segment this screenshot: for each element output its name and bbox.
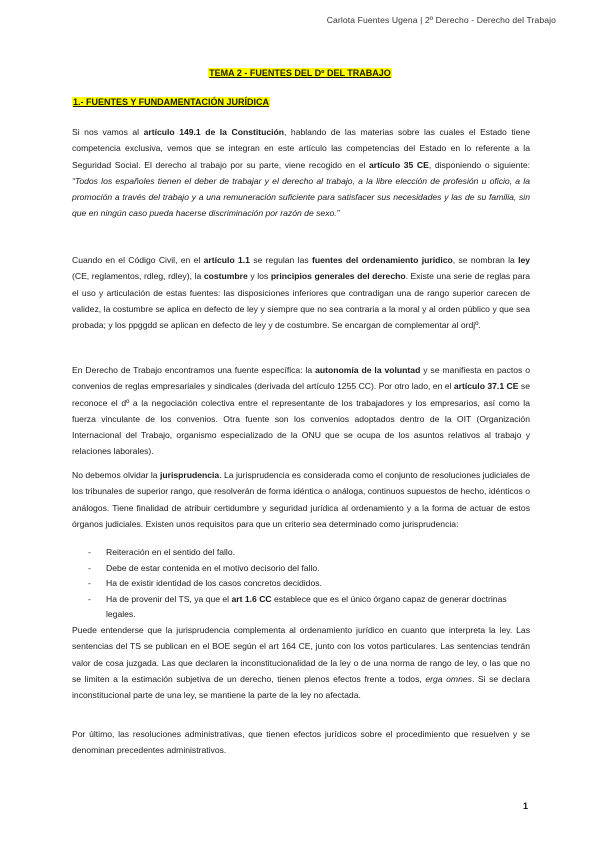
text-run: Si nos vamos al — [72, 127, 144, 137]
bold-run: art 1.6 CC — [231, 593, 272, 604]
bold-run: costumbre — [203, 271, 248, 282]
text-run: No debemos olvidar la — [72, 470, 160, 480]
text-run: . La jurisprudencia es considerada como el conjunto de resoluciones judiciales de los tribunales de superior rango, que resolverán de forma idéntica o análoga, continuos supuestos de hecho, idénticos o análogos. Tiene finalidad de atribuir certidumbre y seguridad jurídica al ordenamiento y a la forma de actuar de estos órganos judiciales. Existen unos requisitos para que un criterio sea determinado como jurisprudencia: — [72, 470, 530, 529]
page-header: Carlota Fuentes Ugena | 2º Derecho - Derecho del Trabajo — [326, 15, 556, 25]
text-run: En Derecho de Trabajo encontramos una fuente específica: la — [72, 365, 316, 375]
section-heading — [72, 97, 270, 107]
paragraph-resoluciones — [72, 726, 530, 759]
paragraph-jurisprudencia — [72, 467, 530, 532]
list-item-text: Ha de provenir del TS, ya que el — [106, 593, 232, 604]
list-item-text: Debe de estar contenida en el motivo decisorio del fallo. — [106, 562, 320, 573]
text-run: , se nombran la — [452, 255, 519, 265]
text-run: (CE, reglamentos, rdleg, rdley), la — [72, 271, 204, 282]
list-dash: - — [88, 593, 91, 604]
text-run: . Si se declara inconstitucional parte de una ley, se mantiene la parte de la ley no afectada. — [72, 673, 530, 701]
text-run: se reconoce el dº a la negociación colectiva entre el representante de los trabajadores y los empresarios, así como la fuerza vinculante de los convenios. Otra fuente son los convenios adoptados dentro de la OIT (Organización Internacional del Trabajo, organismo especializado de la ONU que se ocupa de los asuntos relativos al trabajo y relaciones laborales). — [72, 381, 530, 457]
list-item-text: Ha de existir identidad de los casos concretos decididos. — [106, 578, 322, 588]
paragraph-autonomia — [72, 362, 530, 460]
requirements-list — [72, 545, 530, 623]
text-run: Por último, las resoluciones administrativas, que tienen efectos jurídicos sobre el procedimiento que resuelven y se denominan precedentes administrativos. — [72, 729, 530, 756]
bold-run: autonomía de la voluntad — [315, 365, 421, 375]
list-dash: - — [88, 562, 91, 573]
quote-run: “Todos los españoles tienen el deber de trabajar y el derecho al trabajo, a la libre elección de profesión u oficio, a la promoción a través del trabajo y a una remuneración suficiente para satisfacer sus necesidades y las de su familia, sin que en ningún caso pueda hacerse discriminación por razón de sexo.” — [72, 175, 530, 219]
list-item-text: Reiteración en el sentido del fallo. — [106, 547, 235, 557]
list-item — [72, 592, 530, 623]
paragraph-constitution — [72, 124, 530, 222]
list-item — [72, 561, 530, 577]
page-number: 1 — [522, 801, 528, 811]
italic-run: erga omnes — [425, 673, 472, 684]
text-run: y se manifiesta en pactos o convenios de reglas empresariales y sindicales (derivada del artículo 1255 CC). Por otro lado, en el — [72, 365, 530, 392]
text-run: , disponiendo o siguiente: — [428, 159, 531, 170]
text-run: . Existe una serie de reglas para el uso y articulación de estas fuentes: las disposiciones inferiores que contradigan una de rango superior carecen de validez, la costumbre se aplica en defecto de ley y siempre que no sea contraria a la moral y al orden público y que sea probada; y los ppggdd se aplican en defecto de ley y de costumbre. Se encargan de complementar al ordjº. — [72, 271, 530, 331]
text-run: Puede entenderse que la jurisprudencia complementa al ordenamiento jurídico en cuanto que interpreta la ley. Las sentencias del TS se publican en el BOE según el art 164 CE, junto con los votos particulares. Las sentencias tendrán valor de cosa juzgada. Las que declaren la inconstitucionalidad de la ley o de una norma de rango de ley, o las que no se limiten a la estimación subjetiva de un derecho, tienen plenos efectos frente a todos, — [72, 625, 530, 684]
section-heading-text: 1.- FUENTES Y FUNDAMENTACIÓN JURÍDICA — [73, 97, 270, 107]
paragraph-sentencias — [72, 622, 530, 703]
text-run: , hablando de las materias sobre las cuales el Estado tiene competencia exclusiva, vemos que se integran en este artículo las competencias del Estado en lo referente a la Seguridad Social. El derecho al trabajo por su parte, viene recogido en el — [72, 127, 530, 170]
bold-run: artículo 149.1 de la Constitución — [143, 127, 285, 137]
list-item — [72, 576, 530, 592]
text-run: se regulan las — [249, 255, 312, 265]
bold-run: principios generales del derecho — [270, 271, 406, 282]
paragraph-codigo-civil — [72, 252, 530, 333]
text-run: Cuando en el Código Civil, en el — [72, 255, 204, 265]
list-dash: - — [88, 578, 91, 588]
list-item — [72, 545, 530, 561]
text-run: y los — [247, 271, 271, 282]
bold-run: artículo 35 CE — [369, 159, 429, 170]
document-title-text: TEMA 2 - FUENTES DEL Dº DEL TRABAJO — [209, 68, 391, 78]
bold-run: ley — [518, 255, 531, 265]
document-title — [0, 68, 600, 78]
bold-run: artículo 1.1 — [203, 255, 250, 265]
bold-run: fuentes del ordenamiento jurídico — [311, 255, 453, 265]
list-dash: - — [88, 547, 91, 557]
bold-run: artículo 37.1 CE — [453, 381, 519, 392]
list-item-text: establece que es el único órgano capaz de generar doctrinas legales. — [106, 593, 507, 619]
bold-run: jurisprudencia — [160, 470, 220, 480]
